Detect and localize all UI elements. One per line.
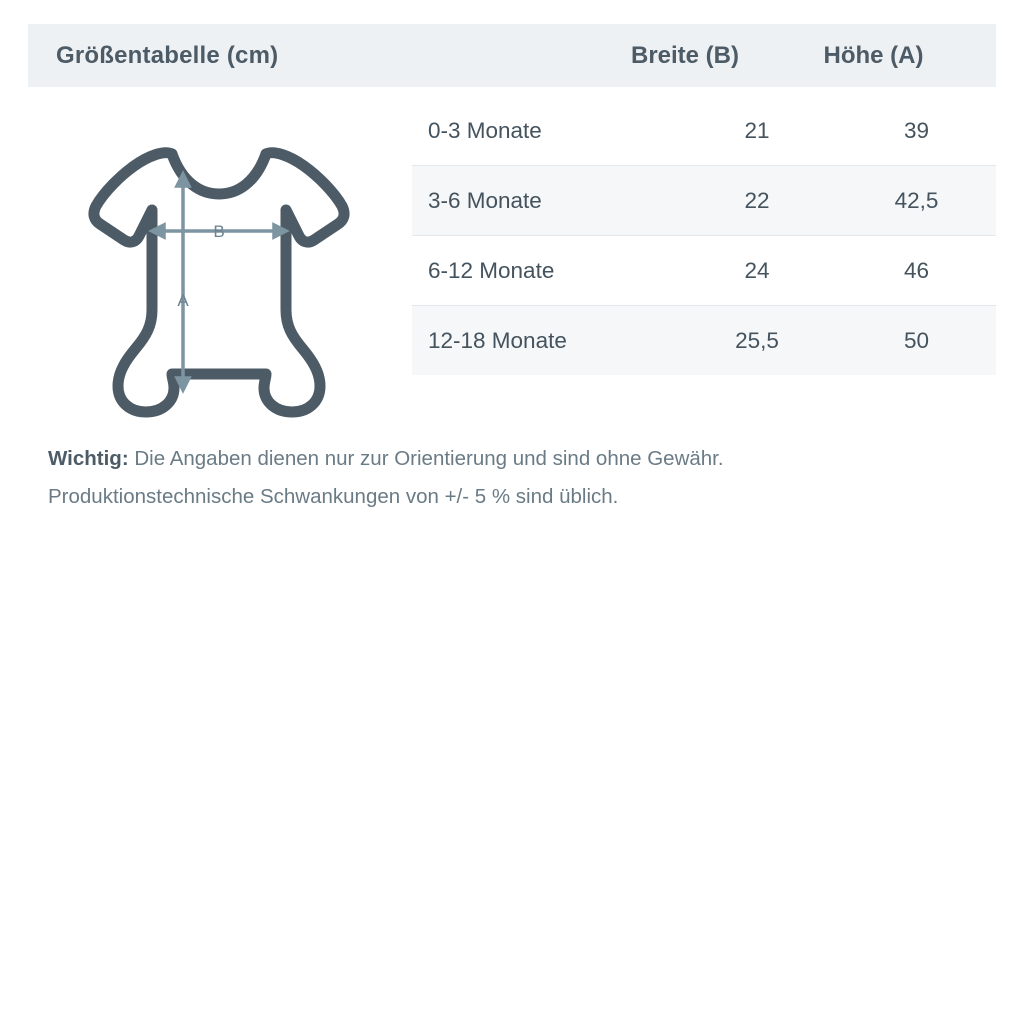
cell-width: 25,5 <box>735 327 779 353</box>
disclaimer-lead <box>48 447 129 470</box>
bodysuit-illustration <box>60 110 390 420</box>
table-row <box>412 96 996 166</box>
disclaimer <box>48 440 978 516</box>
disclaimer-line-1: Die Angaben dienen nur zur Orientierung und sind ohne Gewähr. <box>128 447 724 470</box>
cell-size: 3-6 Monate <box>428 187 542 213</box>
column-header-height: Höhe (A) <box>823 41 924 69</box>
cell-width: 22 <box>744 187 770 213</box>
cell-size: 12-18 Monate <box>428 327 567 353</box>
cell-width: 24 <box>744 257 770 283</box>
table-header <box>28 24 996 87</box>
height-arrow <box>177 174 189 390</box>
cell-height: 50 <box>903 327 930 353</box>
page-title: Größentabelle (cm) <box>56 41 279 69</box>
cell-width: 21 <box>744 117 770 143</box>
table-row <box>412 236 996 306</box>
cell-height: 46 <box>903 257 930 283</box>
cell-height: 42,5 <box>894 187 939 213</box>
disclaimer-line-2: Produktionstechnische Schwankungen von +/- 5 % sind üblich. <box>48 485 619 508</box>
disclaimer-lead-text: Wichtig: <box>48 447 129 470</box>
width-label: B <box>213 222 225 241</box>
cell-height: 39 <box>903 117 930 143</box>
bodysuit-outline <box>94 153 344 412</box>
height-label: A <box>177 291 189 310</box>
table-row <box>412 166 996 236</box>
cell-size: 6-12 Monate <box>428 257 555 283</box>
column-header-width: Breite (B) <box>630 41 739 69</box>
table-row <box>412 306 996 375</box>
cell-size: 0-3 Monate <box>428 117 542 143</box>
size-table <box>412 96 996 375</box>
